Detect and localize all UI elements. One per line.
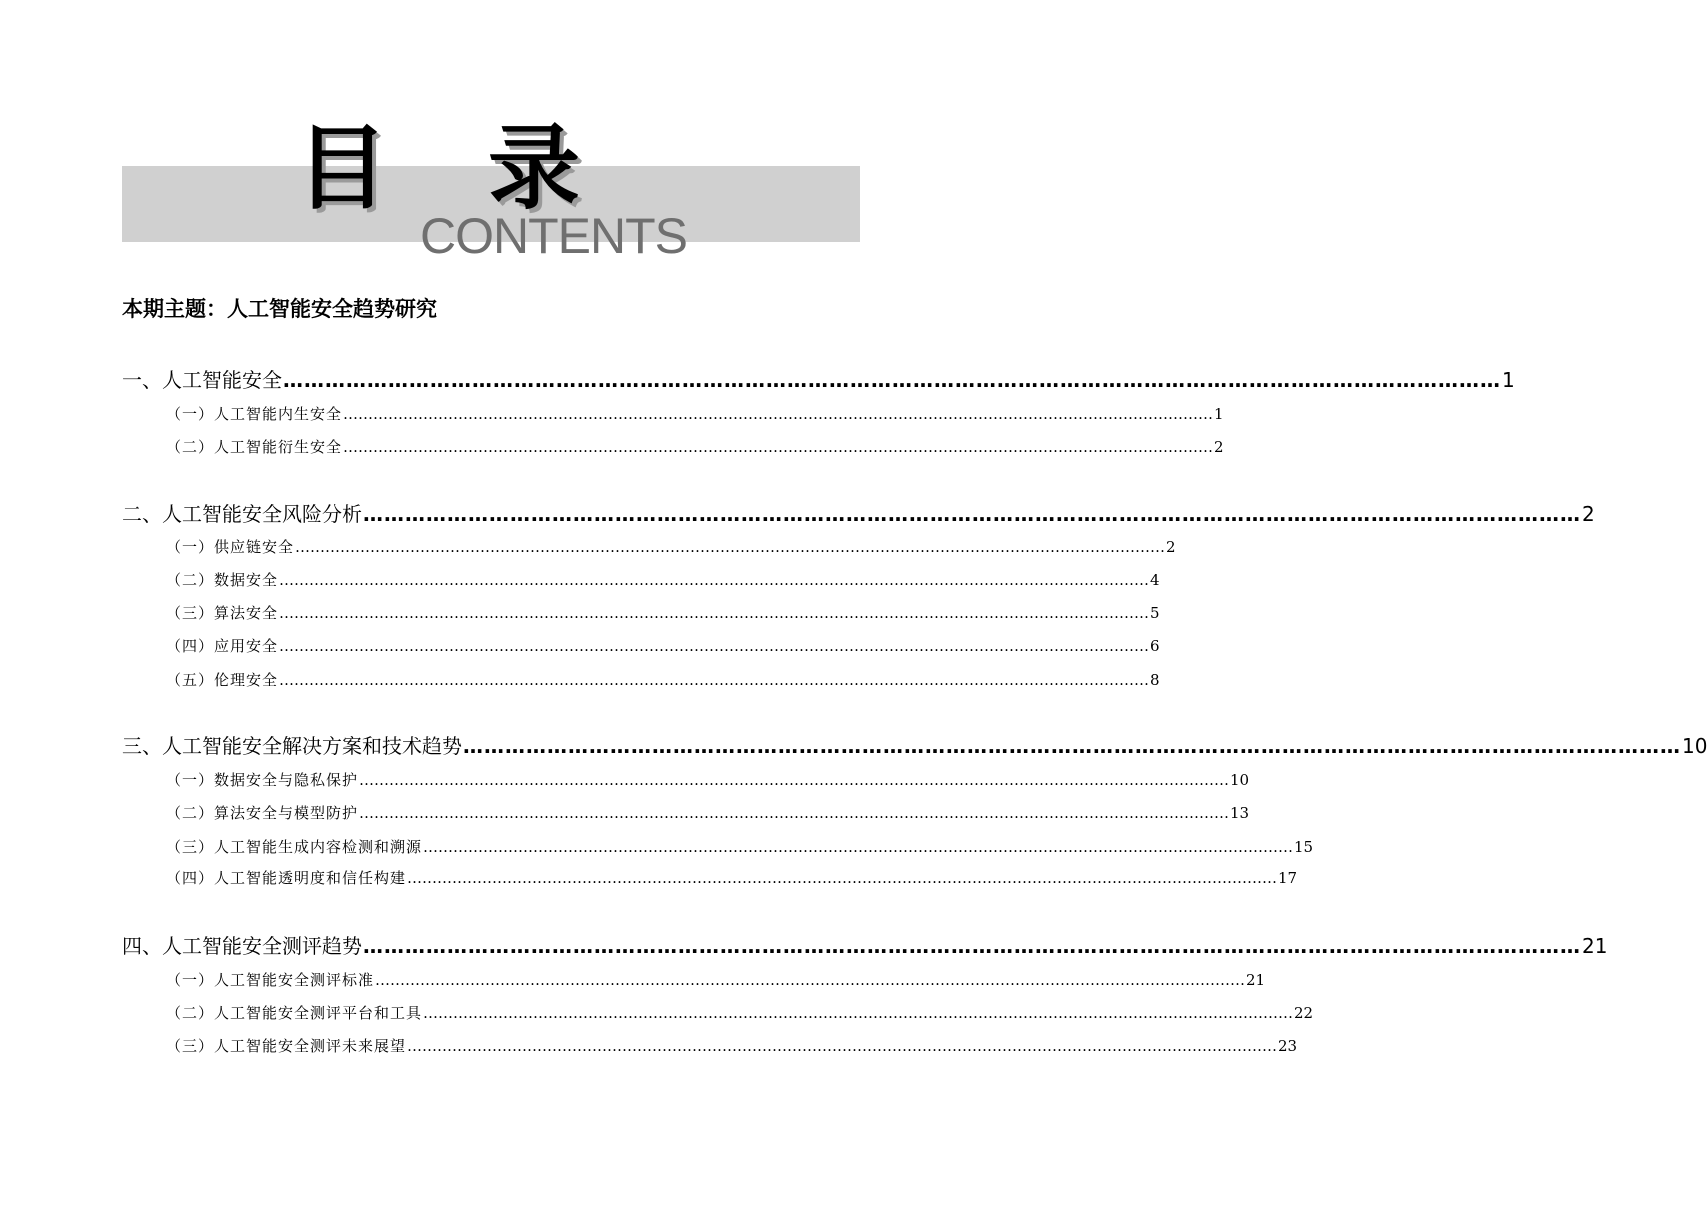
issue-theme (122, 292, 437, 326)
toc-item-title: （三）人工智能安全测评未来展望 (166, 1037, 407, 1055)
toc-item-3-4[interactable] (166, 866, 1298, 890)
dot-leader: ………………………………………………………………………………………………………………………………………………………… (343, 405, 1214, 423)
toc-item-2-1[interactable] (166, 535, 1176, 559)
dot-leader: ………………………………………………………………………………………………………………………………………………………… (279, 571, 1150, 589)
toc-item-title: （二）人工智能衍生安全 (166, 438, 343, 456)
dot-leader: ………………………………………………………………………………………………………………………………………………………… (343, 438, 1214, 456)
toc-page-number: 10 (1230, 771, 1250, 789)
toc-section-title: 四、人工智能安全测评趋势 (122, 934, 362, 958)
toc-page-number: 8 (1150, 671, 1160, 689)
dot-leader: ………………………………………………………………………………………………………………………………………………………… (423, 838, 1294, 856)
toc-item-title: （五）伦理安全 (166, 671, 279, 689)
toc-page-number: 6 (1150, 637, 1160, 655)
dot-leader: ………………………………………………………………………………………………………………………………………………………… (295, 538, 1166, 556)
toc-item-title: （一）数据安全与隐私保护 (166, 771, 359, 789)
dot-leader: ………………………………………………………………………………………………………………………………………………………… (407, 869, 1278, 887)
toc-item-3-1[interactable] (166, 768, 1250, 792)
toc-section-1[interactable] (122, 366, 1515, 394)
page-title-english: CONTENTS (420, 208, 687, 264)
toc-page-number: 13 (1230, 804, 1250, 822)
dot-leader: ………………………………………………………………………………………………………………………………………………………… (423, 1004, 1294, 1022)
toc-item-title: （二）算法安全与模型防护 (166, 804, 359, 822)
toc-page-number: 5 (1150, 604, 1160, 622)
dot-leader: ………………………………………………………………………………………………………………………………………………………… (463, 734, 1681, 758)
toc-item-1-2[interactable] (166, 435, 1224, 459)
toc-page-number: 2 (1582, 502, 1595, 526)
toc-page-number: 2 (1214, 438, 1224, 456)
toc-page-number: 4 (1150, 571, 1160, 589)
toc-item-title: （一）人工智能内生安全 (166, 405, 343, 423)
dot-leader: ………………………………………………………………………………………………………………………………………………………… (407, 1037, 1278, 1055)
toc-page-number: 15 (1294, 838, 1314, 856)
dot-leader: ………………………………………………………………………………………………………………………………………………………… (279, 604, 1150, 622)
toc-page-number: 21 (1582, 934, 1608, 958)
toc-item-4-1[interactable] (166, 968, 1266, 992)
toc-item-title: （四）应用安全 (166, 637, 279, 655)
toc-page-number: 17 (1278, 869, 1298, 887)
toc-section-title: 一、人工智能安全 (122, 368, 282, 392)
toc-section-title: 二、人工智能安全风险分析 (122, 502, 362, 526)
toc-item-2-3[interactable] (166, 601, 1160, 625)
toc-page-number: 1 (1502, 368, 1515, 392)
toc-item-title: （一）人工智能安全测评标准 (166, 971, 375, 989)
toc-item-2-4[interactable] (166, 634, 1160, 658)
toc-item-2-2[interactable] (166, 568, 1160, 592)
toc-item-1-1[interactable] (166, 402, 1224, 426)
toc-item-title: （三）算法安全 (166, 604, 279, 622)
toc-item-title: （一）供应链安全 (166, 538, 295, 556)
toc-page-number: 23 (1278, 1037, 1298, 1055)
issue-theme-text: 人工智能安全趋势研究 (227, 296, 437, 321)
toc-page-number: 21 (1246, 971, 1266, 989)
toc-item-4-2[interactable] (166, 1001, 1314, 1025)
toc-item-3-2[interactable] (166, 801, 1250, 825)
toc-section-3[interactable] (122, 732, 1707, 760)
toc-page-number: 2 (1166, 538, 1176, 556)
toc-section-title: 三、人工智能安全解决方案和技术趋势 (122, 734, 462, 758)
dot-leader: ………………………………………………………………………………………………………………………………………………………… (279, 637, 1150, 655)
toc-section-2[interactable] (122, 500, 1595, 528)
dot-leader: ………………………………………………………………………………………………………………………………………………………… (363, 934, 1581, 958)
issue-theme-label: 本期主题： (122, 297, 227, 321)
page-title: 目 录 (296, 114, 615, 222)
dot-leader: ………………………………………………………………………………………………………………………………………………………… (375, 971, 1246, 989)
toc-item-title: （四）人工智能透明度和信任构建 (166, 869, 407, 887)
toc-page-number: 1 (1214, 405, 1224, 423)
dot-leader: ………………………………………………………………………………………………………………………………………………………… (359, 804, 1230, 822)
toc-item-title: （二）人工智能安全测评平台和工具 (166, 1004, 423, 1022)
toc-item-title: （二）数据安全 (166, 571, 279, 589)
toc-page-number: 10 (1682, 734, 1707, 758)
toc-item-2-5[interactable] (166, 668, 1160, 692)
toc-section-4[interactable] (122, 932, 1608, 960)
toc-item-3-3[interactable] (166, 835, 1314, 859)
dot-leader: ………………………………………………………………………………………………………………………………………………………… (283, 368, 1501, 392)
dot-leader: ………………………………………………………………………………………………………………………………………………………… (359, 771, 1230, 789)
toc-page-number: 22 (1294, 1004, 1314, 1022)
dot-leader: ………………………………………………………………………………………………………………………………………………………… (363, 502, 1581, 526)
dot-leader: ………………………………………………………………………………………………………………………………………………………… (279, 671, 1150, 689)
toc-item-4-3[interactable] (166, 1034, 1298, 1058)
toc-item-title: （三）人工智能生成内容检测和溯源 (166, 838, 423, 856)
